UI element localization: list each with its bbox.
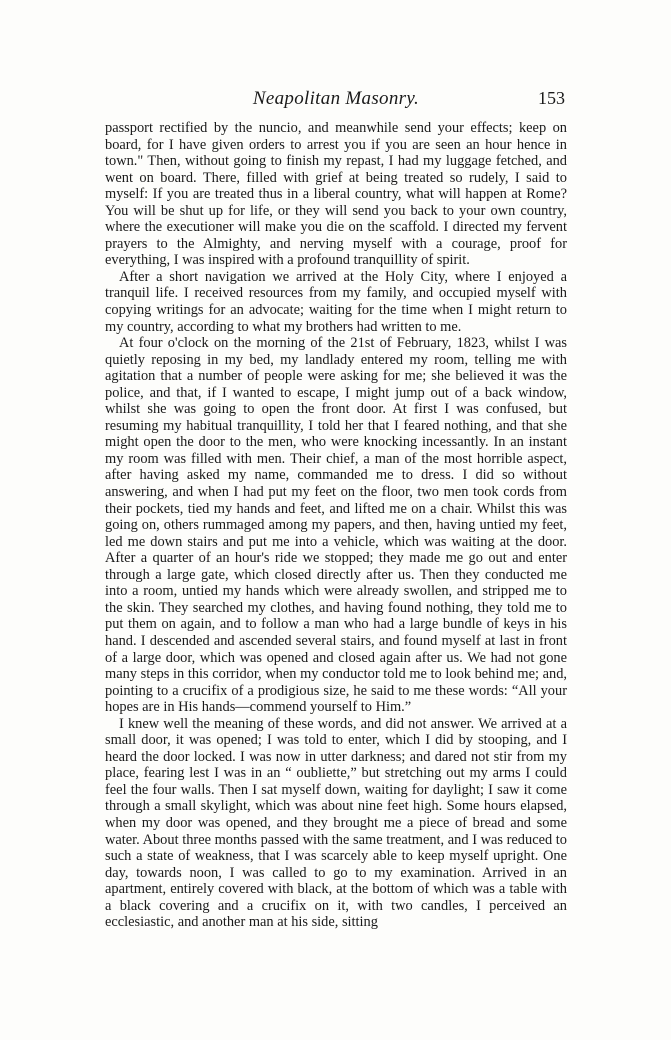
paragraph-holy-city: After a short navigation we arrived at the Holy City, where I enjoyed a tranquil life. I received resources from my family, and occupied myself with copying writings for an advocate; waiting for the time when I might return to my country, according to what my brothers had written to me. — [105, 268, 567, 335]
book-page — [105, 88, 567, 931]
paragraph-arrest: At four o'clock on the morning of the 21st of February, 1823, whilst I was quietly reposing in my bed, my landlady entered my room, telling me with agitation that a number of people were asking for me; she believed it was the police, and that, if I wanted to escape, I might jump out of a back window, whilst she was going to open the front door. At first I was confused, but resuming my habitual tranquillity, I told her that I feared nothing, and that she might open the door to the men, who were knocking incessantly. In an instant my room was filled with men. Their chief, a man of the most horrible aspect, after having asked my name, commanded me to dress. I did so without answering, and when I had put my feet on the floor, two men took cords from their pockets, tied my hands and feet, and lifted me on a chair. Whilst this was going on, others rummaged among my papers, and then, having untied my feet, led me down stairs and put me into a vehicle, which was waiting at the door. After a quarter of an hour's ride we stopped; they made me go out and enter through a large gate, which closed directly after us. Then they conducted me into a room, untied my hands which were already swollen, and stripped me to the skin. They searched my clothes, and having found nothing, they told me to put them on again, and to follow a man who had a large bundle of keys in his hand. I descended and ascended several stairs, and found myself at last in front of a large door, which was opened and closed again after us. We had not gone many steps in this corridor, when my conductor told me to look behind me; and, pointing to a crucifix of a prodigious size, he said to me these words: “All your hopes are in His hands—commend yourself to Him.” — [105, 335, 567, 716]
paragraph-imprisonment: I knew well the meaning of these words, and did not answer. We arrived at a small door, it was opened; I was told to enter, which I did by stooping, and I heard the door locked. I was now in utter darkness; and dared not stir from my place, fearing lest I was in an “ oubliette,” but stretching out my arms I could feel the four walls. Then I sat myself down, waiting for daylight; I saw it come through a small skylight, which was about nine feet high. Some hours elapsed, when my door was opened, and they brought me a piece of bread and some water. About three months passed with the same treatment, and I was reduced to such a state of weakness, that I was scarcely able to keep myself upright. One day, towards noon, I was called to go to my examination. Arrived in an apartment, entirely covered with black, at the bottom of which was a table with a black covering and a crucifix on it, with two candles, I perceived an ecclesiastic, and another man at his side, sitting — [105, 715, 567, 931]
running-head — [105, 88, 567, 116]
paragraph-continuation: passport rectified by the nuncio, and meanwhile send your effects; keep on board, for I have given orders to arrest you if you are seen an hour hence in town." Then, without going to finish my repast, I had my luggage fetched, and went on board. There, filled with grief at being treated so rudely, I said to myself: If you are treated thus in a liberal country, what will happen at Rome? You will be shut up for life, or they will send you back to your own country, where the executioner will make you die on the scaffold. I directed my fervent prayers to the Almighty, and nerving myself with a courage, proof for everything, I was inspired with a profound tranquillity of spirit. — [105, 120, 567, 269]
page-number: 153 — [538, 88, 565, 108]
body-text — [105, 120, 567, 931]
running-title: Neapolitan Masonry. — [252, 88, 420, 109]
